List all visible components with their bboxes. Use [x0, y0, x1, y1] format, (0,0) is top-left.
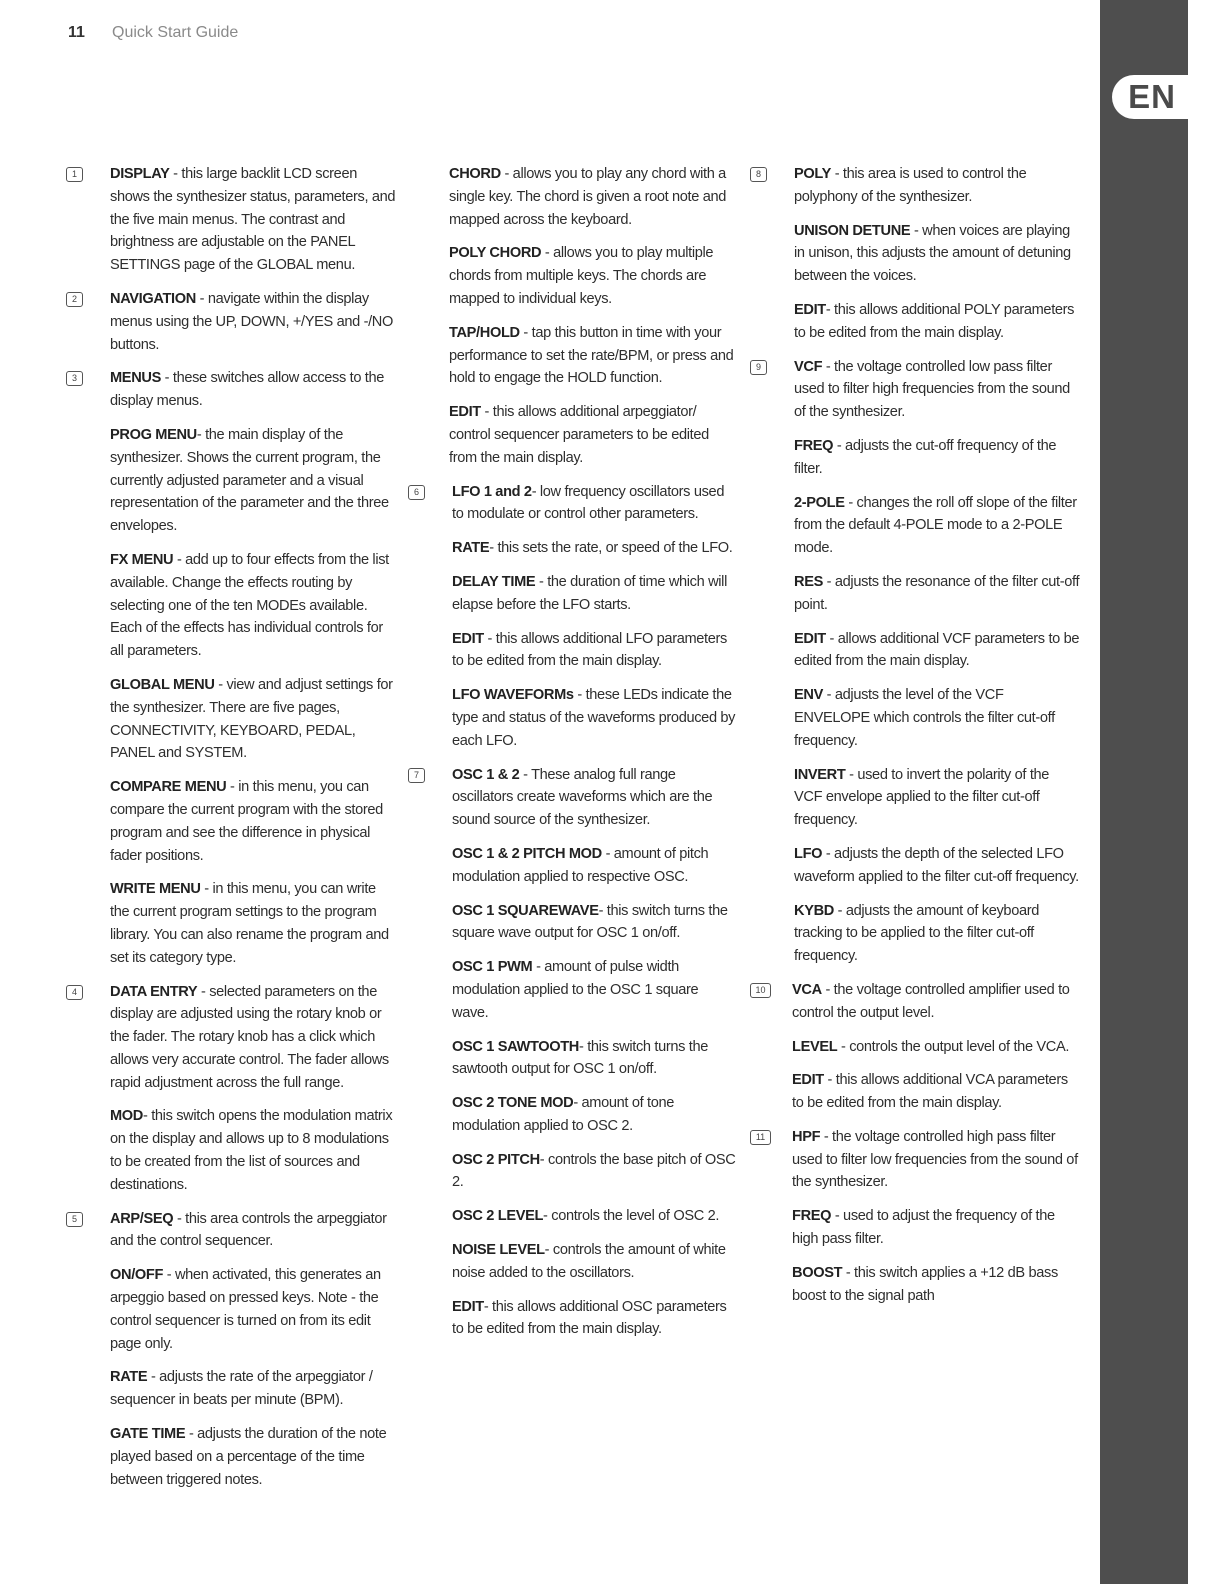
entry-description: - used to adjust the frequency of the high pass filter.: [792, 1208, 1055, 1248]
entry-paragraph: [794, 492, 1080, 560]
entry-description: - controls the base pitch of OSC 2.: [452, 1151, 736, 1191]
item-body: [792, 1126, 1080, 1319]
entry-paragraph: [794, 220, 1080, 288]
entry-paragraph: [110, 1423, 396, 1491]
entry-paragraph: [110, 1208, 396, 1254]
entry-paragraph: [792, 979, 1080, 1025]
entry-description: - this switch applies a +12 dB bass boost to the signal path: [792, 1264, 1058, 1304]
entry-term: ON/OFF: [110, 1267, 164, 1284]
entry-paragraph: [794, 684, 1080, 752]
entry-term: RES: [794, 573, 823, 590]
item-number-badge: 8: [750, 167, 767, 182]
entry-paragraph: [110, 549, 396, 663]
entry-description: - the voltage controlled high pass filter used to filter low frequencies from the sound of the synthesizer.: [792, 1128, 1078, 1191]
entry-description: - view and adjust settings for the synthesizer. There are five pages, CONNECTIVITY, KEYBOARD, PEDAL, PANEL and SYSTEM.: [110, 676, 393, 762]
item-number-badge: 7: [408, 768, 425, 783]
entry-term: INVERT: [794, 766, 846, 783]
entry-term: MENUS: [110, 370, 161, 387]
entry-term: FREQ: [794, 437, 834, 454]
numbered-item: [408, 163, 738, 481]
entry-description: - adjusts the amount of keyboard tracking to be applied to the filter cut-off frequency.: [794, 902, 1040, 965]
entry-paragraph: [110, 776, 396, 867]
entry-term: POLY: [794, 166, 831, 182]
entry-description: - the voltage controlled amplifier used to control the output level.: [792, 981, 1070, 1021]
numbered-item: [408, 764, 738, 1353]
entry-paragraph: [452, 628, 738, 674]
entry-paragraph: [452, 764, 738, 832]
entry-paragraph: [452, 1149, 738, 1195]
entry-description: - allows you to play multiple chords from multiple keys. The chords are mapped to individual keys.: [449, 245, 714, 307]
entry-paragraph: [452, 684, 738, 752]
entry-term: VCA: [792, 981, 822, 998]
entry-paragraph: [110, 1105, 396, 1196]
entry-term: EDIT: [794, 301, 826, 318]
entry-term: POLY CHORD: [449, 245, 542, 262]
item-number-badge: 3: [66, 371, 83, 386]
entry-paragraph: [792, 1262, 1080, 1308]
language-tab: EN: [1112, 75, 1188, 119]
entry-description: - this allows additional OSC parameters to be edited from the main display.: [452, 1298, 727, 1338]
item-number-badge: 11: [750, 1130, 771, 1145]
entry-description: - this allows additional arpeggiator/ control sequencer parameters to be edited from the main display.: [449, 404, 709, 466]
entry-term: OSC 1 PWM: [452, 959, 533, 976]
entry-description: - These analog full range oscillators create waveforms which are the sound source of the synthesizer.: [452, 766, 713, 829]
page-number: 11: [68, 24, 85, 41]
entry-paragraph: [794, 163, 1080, 209]
entry-description: - adjusts the depth of the selected LFO waveform applied to the filter cut-off frequency.: [794, 845, 1079, 885]
item-body: [449, 163, 738, 481]
item-number-badge: 4: [66, 985, 83, 1000]
entry-description: - adjusts the duration of the note played based on a percentage of the time between triggered notes.: [110, 1426, 387, 1488]
entry-description: - allows you to play any chord with a single key. The chord is given a root note and mapped across the keyboard.: [449, 166, 727, 228]
item-body: [110, 981, 396, 1208]
entry-term: EDIT: [449, 404, 481, 421]
entry-description: - controls the output level of the VCA.: [837, 1038, 1070, 1055]
entry-description: - this switch opens the modulation matrix on the display and allows up to 8 modulations to be created from the list of sources and destinations.: [110, 1108, 393, 1193]
entry-description: - selected parameters on the display are adjusted using the rotary knob or the fader. The rotary knob has a click which allows very accurate control. The fader allows rapid adjustment across the full range.: [110, 983, 389, 1091]
entry-description: - this switch turns the square wave output for OSC 1 on/off.: [452, 902, 728, 942]
entry-paragraph: [452, 1205, 738, 1228]
item-body: [110, 1208, 396, 1503]
entry-paragraph: [110, 163, 396, 277]
entry-term: RATE: [452, 540, 490, 557]
entry-paragraph: [792, 1069, 1080, 1115]
entry-description: - the voltage controlled low pass filter used to filter high frequencies from the sound of the synthesizer.: [794, 358, 1070, 421]
entry-term: LFO 1 and 2: [452, 483, 532, 500]
numbered-item: [66, 981, 396, 1208]
entry-term: GATE TIME: [110, 1426, 186, 1443]
numbered-item: [408, 481, 738, 764]
entry-description: - adjusts the level of the VCF ENVELOPE which controls the filter cut-off frequency.: [794, 687, 1055, 749]
entry-paragraph: [449, 163, 738, 231]
entry-paragraph: [110, 1264, 396, 1355]
entry-term: LEVEL: [792, 1038, 838, 1055]
item-body: [794, 163, 1080, 356]
entry-description: - in this menu, you can write the current program settings to the program library. You can also rename the program and set its category type.: [110, 881, 389, 966]
entry-description: - this large backlit LCD screen shows the synthesizer status, parameters, and the five main menus. The contrast and brightness are adjustable on the PANEL SETTINGS page of the GLOBAL menu.: [110, 166, 396, 274]
entry-paragraph: [452, 1092, 738, 1138]
entry-description: - low frequency oscillators used to modulate or control other parameters.: [452, 483, 725, 523]
entry-paragraph: [452, 537, 738, 560]
entry-description: - this area is used to control the polyphony of the synthesizer.: [794, 166, 1027, 205]
entry-paragraph: [452, 1239, 738, 1285]
entry-term: DATA ENTRY: [110, 983, 198, 1000]
entry-term: FX MENU: [110, 551, 174, 568]
entry-description: - these switches allow access to the display menus.: [110, 370, 385, 410]
entry-paragraph: [794, 571, 1080, 617]
entry-paragraph: [452, 843, 738, 889]
item-body: [792, 979, 1080, 1126]
guide-title: Quick Start Guide: [112, 24, 239, 41]
entry-paragraph: [794, 764, 1080, 832]
entry-term: EDIT: [452, 1298, 484, 1315]
entry-term: BOOST: [792, 1264, 843, 1281]
item-body: [110, 367, 396, 980]
entry-term: OSC 1 SQUAREWAVE: [452, 902, 599, 919]
entry-paragraph: [452, 1296, 738, 1342]
entry-term: TAP/HOLD: [449, 324, 520, 341]
item-number-badge: 1: [66, 167, 83, 182]
numbered-item: [66, 1208, 396, 1503]
entry-description: - in this menu, you can compare the current program with the stored program and see the difference in physical fader positions.: [110, 779, 383, 864]
entry-term: CHORD: [449, 166, 501, 182]
entry-description: - navigate within the display menus using the UP, DOWN, +/YES and -/NO buttons.: [110, 290, 393, 353]
entry-paragraph: [110, 674, 396, 765]
entry-paragraph: [110, 367, 396, 413]
entry-term: ARP/SEQ: [110, 1210, 174, 1227]
entry-description: - allows additional VCF parameters to be edited from the main display.: [794, 630, 1080, 670]
entry-description: - when voices are playing in unison, this adjusts the amount of detuning between the voices.: [794, 222, 1071, 285]
entry-description: - this switch turns the sawtooth output for OSC 1 on/off.: [452, 1038, 709, 1078]
entry-description: - amount of pulse width modulation applied to the OSC 1 square wave.: [452, 959, 699, 1021]
entry-description: - this area controls the arpeggiator and the control sequencer.: [110, 1210, 387, 1250]
entry-term: WRITE MENU: [110, 881, 201, 898]
item-body: [794, 356, 1080, 979]
entry-description: - adjusts the resonance of the filter cut-off point.: [794, 573, 1080, 613]
entry-term: 2-POLE: [794, 494, 845, 511]
entry-term: RATE: [110, 1369, 148, 1386]
entry-paragraph: [452, 1036, 738, 1082]
entry-term: KYBD: [794, 902, 834, 919]
entry-term: OSC 1 & 2 PITCH MOD: [452, 845, 602, 862]
entry-paragraph: [452, 571, 738, 617]
column-1: [66, 163, 396, 1502]
entry-term: FREQ: [792, 1208, 832, 1225]
entry-term: LFO: [794, 845, 823, 862]
page-header: [68, 24, 238, 48]
entry-description: - amount of pitch modulation applied to respective OSC.: [452, 845, 709, 885]
entry-paragraph: [794, 628, 1080, 674]
entry-term: EDIT: [792, 1072, 824, 1089]
entry-paragraph: [792, 1126, 1080, 1194]
entry-paragraph: [449, 242, 738, 310]
entry-paragraph: [794, 299, 1080, 345]
entry-description: - when activated, this generates an arpeggio based on pressed keys. Note - the control sequencer is turned on from its edit page only.: [110, 1267, 381, 1352]
entry-description: - this allows additional LFO parameters to be edited from the main display.: [452, 630, 727, 670]
item-number-badge: 10: [750, 983, 771, 998]
entry-term: PROG MENU: [110, 426, 197, 443]
numbered-item: [750, 979, 1080, 1126]
numbered-item: [750, 1126, 1080, 1319]
entry-term: LFO WAVEFORMs: [452, 687, 574, 704]
entry-paragraph: [110, 981, 396, 1095]
item-number-badge: 9: [750, 360, 767, 375]
entry-description: - used to invert the polarity of the VCF envelope applied to the filter cut-off frequency.: [794, 766, 1050, 829]
entry-paragraph: [794, 356, 1080, 424]
entry-term: OSC 2 LEVEL: [452, 1208, 544, 1225]
entry-description: - the main display of the synthesizer. Shows the current program, the currently adjusted parameter and a visual representation of the parameter and the three envelopes.: [110, 426, 389, 535]
entry-term: OSC 1 & 2: [452, 766, 520, 783]
entry-description: - controls the level of OSC 2.: [543, 1208, 720, 1225]
entry-term: COMPARE MENU: [110, 779, 227, 796]
item-number-badge: 5: [66, 1212, 83, 1227]
item-body: [452, 481, 738, 764]
entry-term: VCF: [794, 358, 823, 375]
entry-paragraph: [110, 878, 396, 969]
entry-description: - tap this button in time with your performance to set the rate/BPM, or press and hold to engage the HOLD function.: [449, 324, 734, 387]
entry-description: - these LEDs indicate the type and status of the waveforms produced by each LFO.: [452, 687, 736, 749]
entry-term: DELAY TIME: [452, 573, 536, 590]
entry-paragraph: [794, 843, 1080, 889]
column-2: [408, 163, 738, 1352]
numbered-item: [66, 367, 396, 980]
entry-term: MOD: [110, 1108, 143, 1125]
entry-description: - controls the amount of white noise added to the oscillators.: [452, 1242, 726, 1281]
numbered-item: [750, 163, 1080, 356]
entry-term: HPF: [792, 1128, 821, 1145]
entry-description: - the duration of time which will elapse before the LFO starts.: [452, 573, 727, 613]
numbered-item: [750, 356, 1080, 979]
entry-description: - this sets the rate, or speed of the LFO.: [489, 540, 733, 557]
entry-term: ENV: [794, 687, 823, 704]
entry-term: OSC 2 PITCH: [452, 1151, 540, 1168]
item-body: [452, 764, 738, 1353]
column-3: [750, 163, 1080, 1318]
entry-term: NOISE LEVEL: [452, 1242, 545, 1259]
entry-term: EDIT: [452, 630, 484, 647]
entry-description: - changes the roll off slope of the filter from the default 4-POLE mode to a 2-POLE mode.: [794, 494, 1077, 557]
entry-term: OSC 2 TONE MOD: [452, 1095, 574, 1112]
entry-term: NAVIGATION: [110, 290, 196, 307]
entry-description: - add up to four effects from the list available. Change the effects routing by selecting one of the ten MODEs available. Each of the effects has individual controls for all parameters.: [110, 551, 389, 660]
entry-paragraph: [452, 900, 738, 946]
entry-term: UNISON DETUNE: [794, 222, 911, 239]
entry-paragraph: [452, 481, 738, 527]
item-number-badge: 2: [66, 292, 83, 307]
entry-term: EDIT: [794, 630, 826, 647]
entry-paragraph: [110, 1366, 396, 1412]
item-body: [110, 163, 396, 288]
entry-description: - amount of tone modulation applied to OSC 2.: [452, 1095, 675, 1134]
entry-term: GLOBAL MENU: [110, 676, 215, 693]
side-bar: [1100, 0, 1188, 1584]
entry-description: - this allows additional POLY parameters to be edited from the main display.: [794, 301, 1075, 341]
entry-description: - this allows additional VCA parameters to be edited from the main display.: [792, 1072, 1068, 1112]
entry-paragraph: [110, 424, 396, 538]
item-body: [110, 288, 396, 367]
entry-term: DISPLAY: [110, 166, 170, 182]
entry-description: - adjusts the rate of the arpeggiator / sequencer in beats per minute (BPM).: [110, 1369, 373, 1409]
entry-term: OSC 1 SAWTOOTH: [452, 1038, 579, 1055]
entry-description: - adjusts the cut-off frequency of the filter.: [794, 437, 1057, 477]
item-number-badge: 6: [408, 485, 425, 500]
entry-paragraph: [794, 435, 1080, 481]
entry-paragraph: [452, 956, 738, 1024]
entry-paragraph: [449, 322, 738, 390]
entry-paragraph: [110, 288, 396, 356]
entry-paragraph: [792, 1205, 1080, 1251]
entry-paragraph: [449, 401, 738, 469]
numbered-item: [66, 288, 396, 367]
numbered-item: [66, 163, 396, 288]
entry-paragraph: [794, 900, 1080, 968]
entry-paragraph: [792, 1036, 1080, 1059]
